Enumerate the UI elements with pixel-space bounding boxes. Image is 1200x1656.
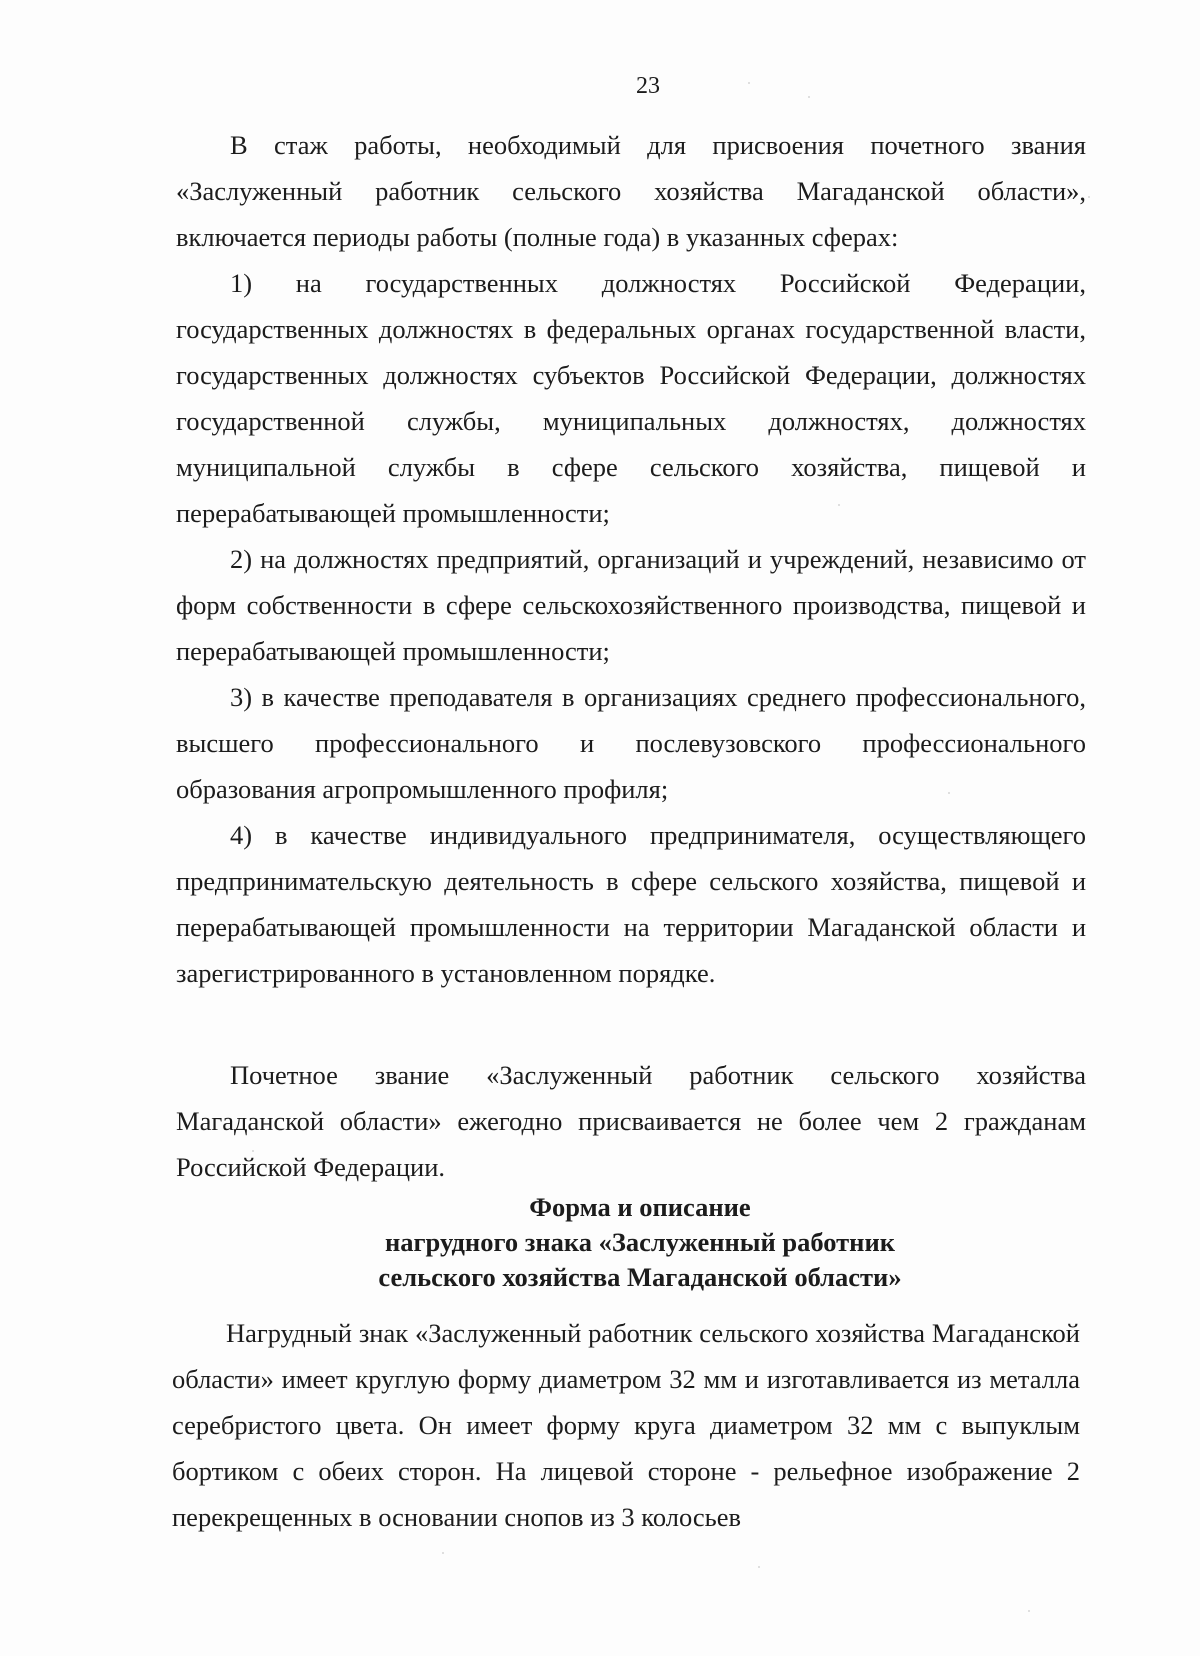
- list-item-1: 1) на государственных должностях Российской Федерации, государственных должностях в федеральных органах государственной власти, государственных должностях субъектов Российской Федерации, должностях государственной службы, муниципальных должностях, должностях муниципальной службы в сфере сельского хозяйства, пищевой и перерабатывающей промышленности;: [176, 268, 1086, 528]
- heading-line-1: Форма и описание: [529, 1192, 751, 1222]
- eligibility-section: [176, 122, 1086, 996]
- badge-description-paragraph: Нагрудный знак «Заслуженный работник сельского хозяйства Магаданской области» имеет круглую форму диаметром 32 мм и изготавливается из металла серебристого цвета. Он имеет форму круга диаметром 32 мм с выпуклым бортиком с обеих сторон. На лицевой стороне - рельефное изображение 2 перекрещенных в основании снопов из 3 колосьев: [172, 1318, 1080, 1532]
- scan-speck: [252, 1150, 254, 1152]
- scan-speck: [948, 792, 950, 794]
- scan-speck: [1088, 196, 1090, 198]
- annual-limit-paragraph: Почетное звание «Заслуженный работник сельского хозяйства Магаданской области» ежегодно присваивается не более чем 2 гражданам Российской Федерации.: [176, 1060, 1086, 1182]
- list-item-2: 2) на должностях предприятий, организаций и учреждений, независимо от форм собственности в сфере сельскохозяйственного производства, пищевой и перерабатывающей промышленности;: [176, 544, 1086, 666]
- list-item-4: 4) в качестве индивидуального предпринимателя, осуществляющего предпринимательскую деятельность в сфере сельского хозяйства, пищевой и перерабатывающей промышленности на территории Магаданской области и зарегистрированного в установленном порядке.: [176, 820, 1086, 988]
- scan-speck: [748, 82, 750, 84]
- intro-paragraph: В стаж работы, необходимый для присвоения почетного звания «Заслуженный работник сельского хозяйства Магаданской области», включается периоды работы (полные года) в указанных сферах:: [176, 130, 1086, 252]
- heading-line-3: сельского хозяйства Магаданской области»: [378, 1262, 902, 1292]
- scan-speck: [808, 96, 810, 98]
- section-heading: [140, 1190, 1140, 1295]
- scan-speck: [1028, 1610, 1030, 1612]
- page-number: 23: [636, 73, 660, 99]
- scan-speck: [442, 1552, 444, 1554]
- scan-speck: [758, 1566, 760, 1568]
- badge-description-section: [172, 1310, 1080, 1540]
- scan-speck: [838, 504, 840, 506]
- heading-line-2: нагрудного знака «Заслуженный работник: [385, 1227, 895, 1257]
- annual-limit-section: [176, 1052, 1086, 1190]
- list-item-3: 3) в качестве преподавателя в организациях среднего профессионального, высшего профессионального и послевузовского профессионального образования агропромышленного профиля;: [176, 682, 1086, 804]
